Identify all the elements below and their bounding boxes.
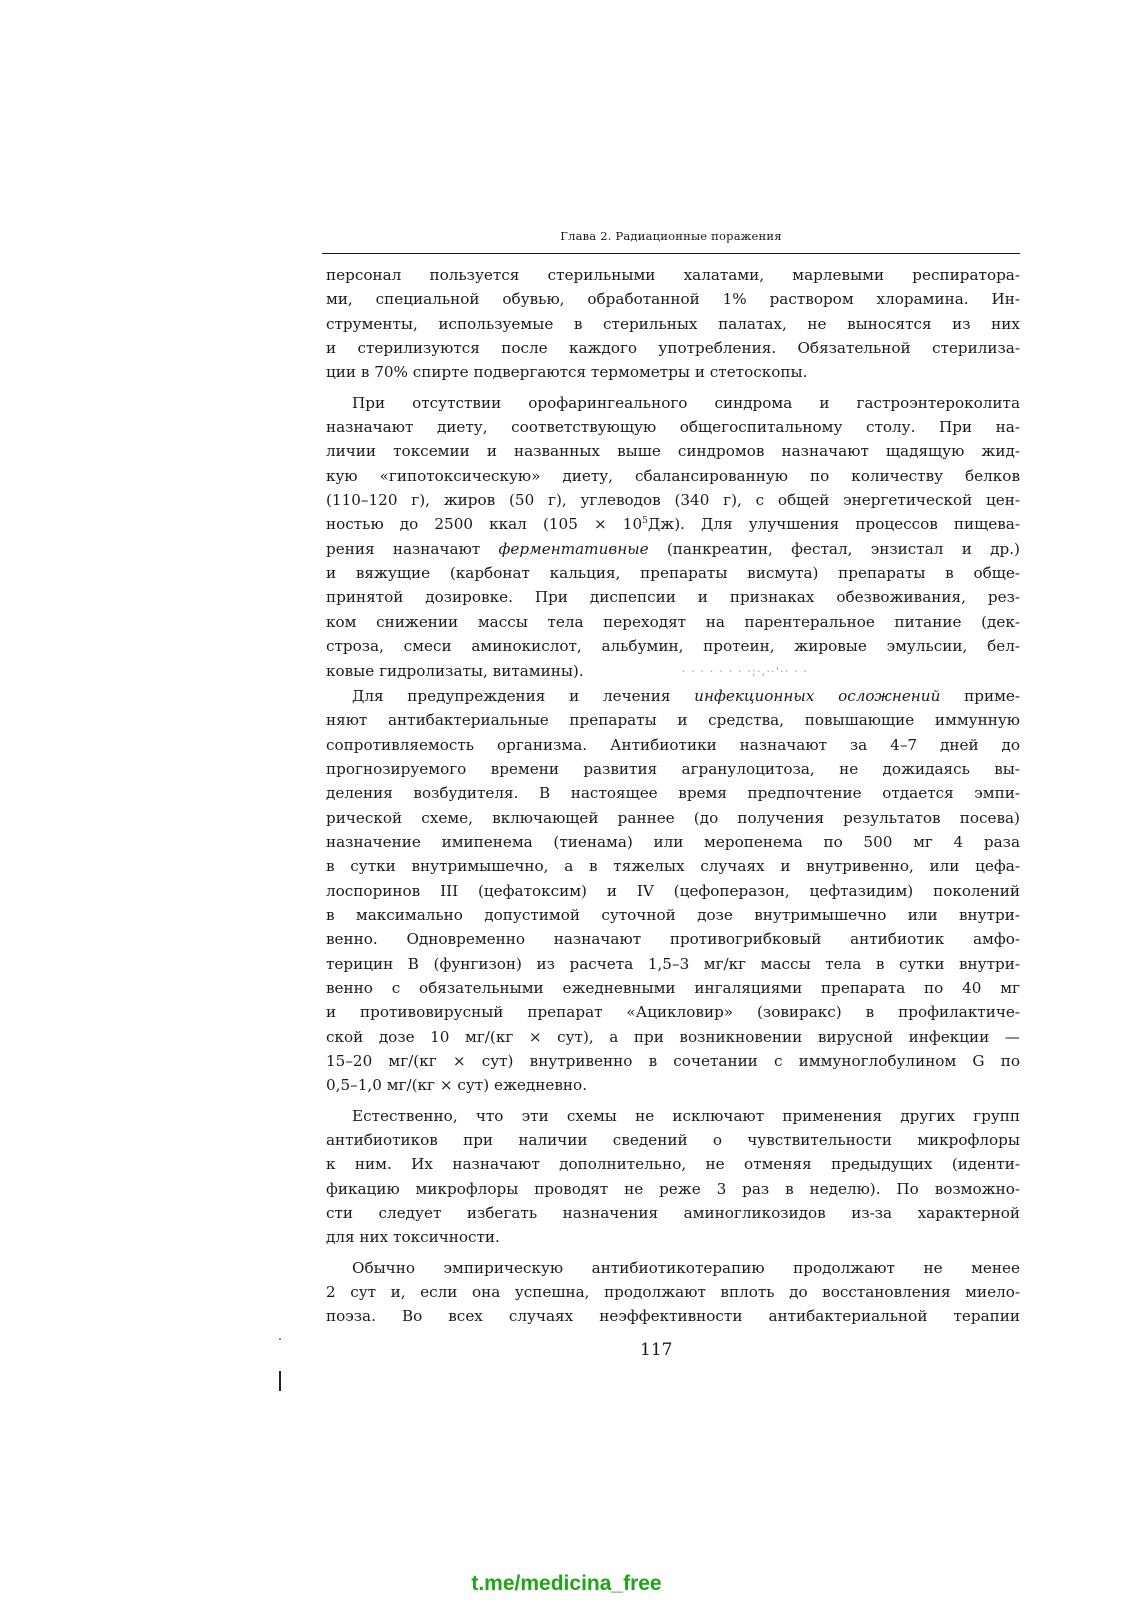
text-segment: (панкреатин, фестал, энзистал и др.) bbox=[648, 539, 1020, 558]
text-line: При отсутствии орофарингеального синдрома и гастроэнтероколита bbox=[352, 393, 1020, 412]
text-line: струменты, используемые в стерильных палатах, не выносятся из них bbox=[326, 314, 1020, 333]
text-line: в сутки внутримышечно, а в тяжелых случаях и внутривенно, или цефа- bbox=[326, 857, 1020, 876]
text-line: Обычно эмпирическую антибиотикотерапию продолжают не менее bbox=[352, 1258, 1020, 1277]
paragraph-1 bbox=[326, 263, 1020, 385]
text-line: и вяжущие (карбонат кальция, препараты висмута) препараты в обще- bbox=[326, 564, 1020, 583]
margin-mark bbox=[279, 1371, 281, 1391]
text-line: личии токсемии и названных выше синдромов назначают щадящую жид- bbox=[326, 442, 1020, 461]
text-line: ской дозе 10 мг/(кг × сут), а при возникновении вирусной инфекции — bbox=[326, 1027, 1020, 1046]
text-line: в максимально допустимой суточной дозе внутримышечно или внутри- bbox=[326, 905, 1020, 924]
text-line: персонал пользуется стерильными халатами, марлевыми респиратора- bbox=[326, 266, 1020, 284]
text-line bbox=[326, 684, 1020, 708]
text-line: венно. Одновременно назначают противогрибковый антибиотик амфо- bbox=[326, 930, 1020, 949]
text-line: 15–20 мг/(кг × сут) внутривенно в сочетании с иммуноглобулином G по bbox=[326, 1052, 1020, 1070]
text-line: принятой дозировке. При диспепсии и признаках обезвоживания, рез- bbox=[326, 588, 1020, 607]
text-line: антибиотиков при наличии сведений о чувствительности микрофлоры bbox=[326, 1131, 1020, 1150]
text-line: прогнозируемого времени развития агранулоцитоза, не дожидаясь вы- bbox=[326, 759, 1020, 778]
text-line bbox=[326, 659, 1020, 684]
text-line: ми, специальной обувью, обработанной 1% раствором хлорамина. Ин- bbox=[326, 290, 1020, 309]
text-line: и противовирусный препарат «Ацикловир» (зовиракс) в профилактиче- bbox=[326, 1003, 1020, 1022]
text-line: няют антибактериальные препараты и средства, повышающие иммунную bbox=[326, 711, 1020, 730]
text-line: назначают диету, соответствующую общегоспитальному столу. При на- bbox=[326, 418, 1020, 437]
text-line: (110–120 г), жиров (50 г), углеводов (340 г), с общей энергетической цен- bbox=[326, 491, 1020, 510]
text-line bbox=[326, 537, 1020, 561]
paragraph-4 bbox=[326, 1104, 1020, 1250]
superscript: 5 bbox=[642, 516, 648, 527]
text-line: кую «гипотоксическую» диету, сбалансированную по количеству белков bbox=[326, 466, 1020, 485]
italic-term: ферментативные bbox=[498, 539, 649, 558]
text-line: терицин В (фунгизон) из расчета 1,5–3 мг/кг массы тела в сутки внутри- bbox=[326, 954, 1020, 973]
text-line: к ним. Их назначают дополнительно, не отменяя предыдущих (иденти- bbox=[326, 1155, 1020, 1174]
watermark-link[interactable]: t.me/medicina_free bbox=[471, 1572, 662, 1595]
text-line: назначение имипенема (тиенама) или меропенема по 500 мг 4 раза bbox=[326, 832, 1020, 851]
text-segment: приме- bbox=[940, 686, 1020, 705]
text-line: поэза. Во всех случаях неэффективности антибактериальной терапии bbox=[326, 1307, 1020, 1326]
text-line: для них токсичности. bbox=[326, 1228, 500, 1247]
text-line: сопротивляемость организма. Антибиотики назначают за 4–7 дней до bbox=[326, 735, 1020, 754]
text-line: деления возбудителя. В настоящее время предпочтение отдается эмпи- bbox=[326, 784, 1020, 803]
header-rule bbox=[322, 253, 1020, 254]
text-segment: ностью до 2500 ккал (105 × 10 bbox=[326, 515, 643, 534]
text-line: Естественно, что эти схемы не исключают применения других групп bbox=[352, 1106, 1020, 1125]
italic-term: инфекционных осложнений bbox=[694, 686, 941, 705]
scan-noise: · · · · · · · ·;·,··'·· · · bbox=[681, 664, 809, 678]
text-line: венно с обязательными ежедневными ингаляциями препарата по 40 мг bbox=[326, 978, 1020, 997]
text-segment: Дж). Для улучшения процессов пищева- bbox=[647, 515, 1020, 534]
paragraph-5 bbox=[326, 1256, 1020, 1329]
text-segment: рения назначают bbox=[326, 539, 499, 558]
text-line: 0,5–1,0 мг/(кг × сут) ежедневно. bbox=[326, 1076, 588, 1095]
text-line: строза, смеси аминокислот, альбумин, протеин, жировые эмульсии, бел- bbox=[326, 637, 1020, 656]
paragraph-2 bbox=[326, 391, 1020, 684]
paragraph-3 bbox=[326, 684, 1020, 1098]
page-number: 117 bbox=[640, 1340, 673, 1360]
running-header: Глава 2. Радиационные поражения bbox=[560, 229, 782, 243]
text-line: фикацию микрофлоры проводят не реже 3 раз в неделю). По возможно- bbox=[326, 1179, 1020, 1198]
margin-dot bbox=[279, 1338, 281, 1340]
text-line: ции в 70% спирте подвергаются термометры и стетоскопы. bbox=[326, 363, 808, 382]
text-line: и стерилизуются после каждого употребления. Обязательной стерилиза- bbox=[326, 339, 1020, 358]
text-line bbox=[326, 512, 1020, 536]
text-line: 2 сут и, если она успешна, продолжают вплоть до восстановления миело- bbox=[326, 1283, 1020, 1302]
text-segment: ковые гидролизаты, витамины). bbox=[326, 661, 584, 680]
text-line: лоспоринов III (цефатоксим) и IV (цефоперазон, цефтазидим) поколений bbox=[326, 881, 1020, 900]
text-line: рической схеме, включающей раннее (до получения результатов посева) bbox=[326, 808, 1020, 827]
body-text bbox=[326, 263, 1020, 1329]
text-segment: Для предупреждения и лечения bbox=[352, 686, 695, 705]
text-line: ком снижении массы тела переходят на парентеральное питание (дек- bbox=[326, 612, 1020, 631]
text-line: сти следует избегать назначения аминогликозидов из-за характерной bbox=[326, 1204, 1020, 1223]
